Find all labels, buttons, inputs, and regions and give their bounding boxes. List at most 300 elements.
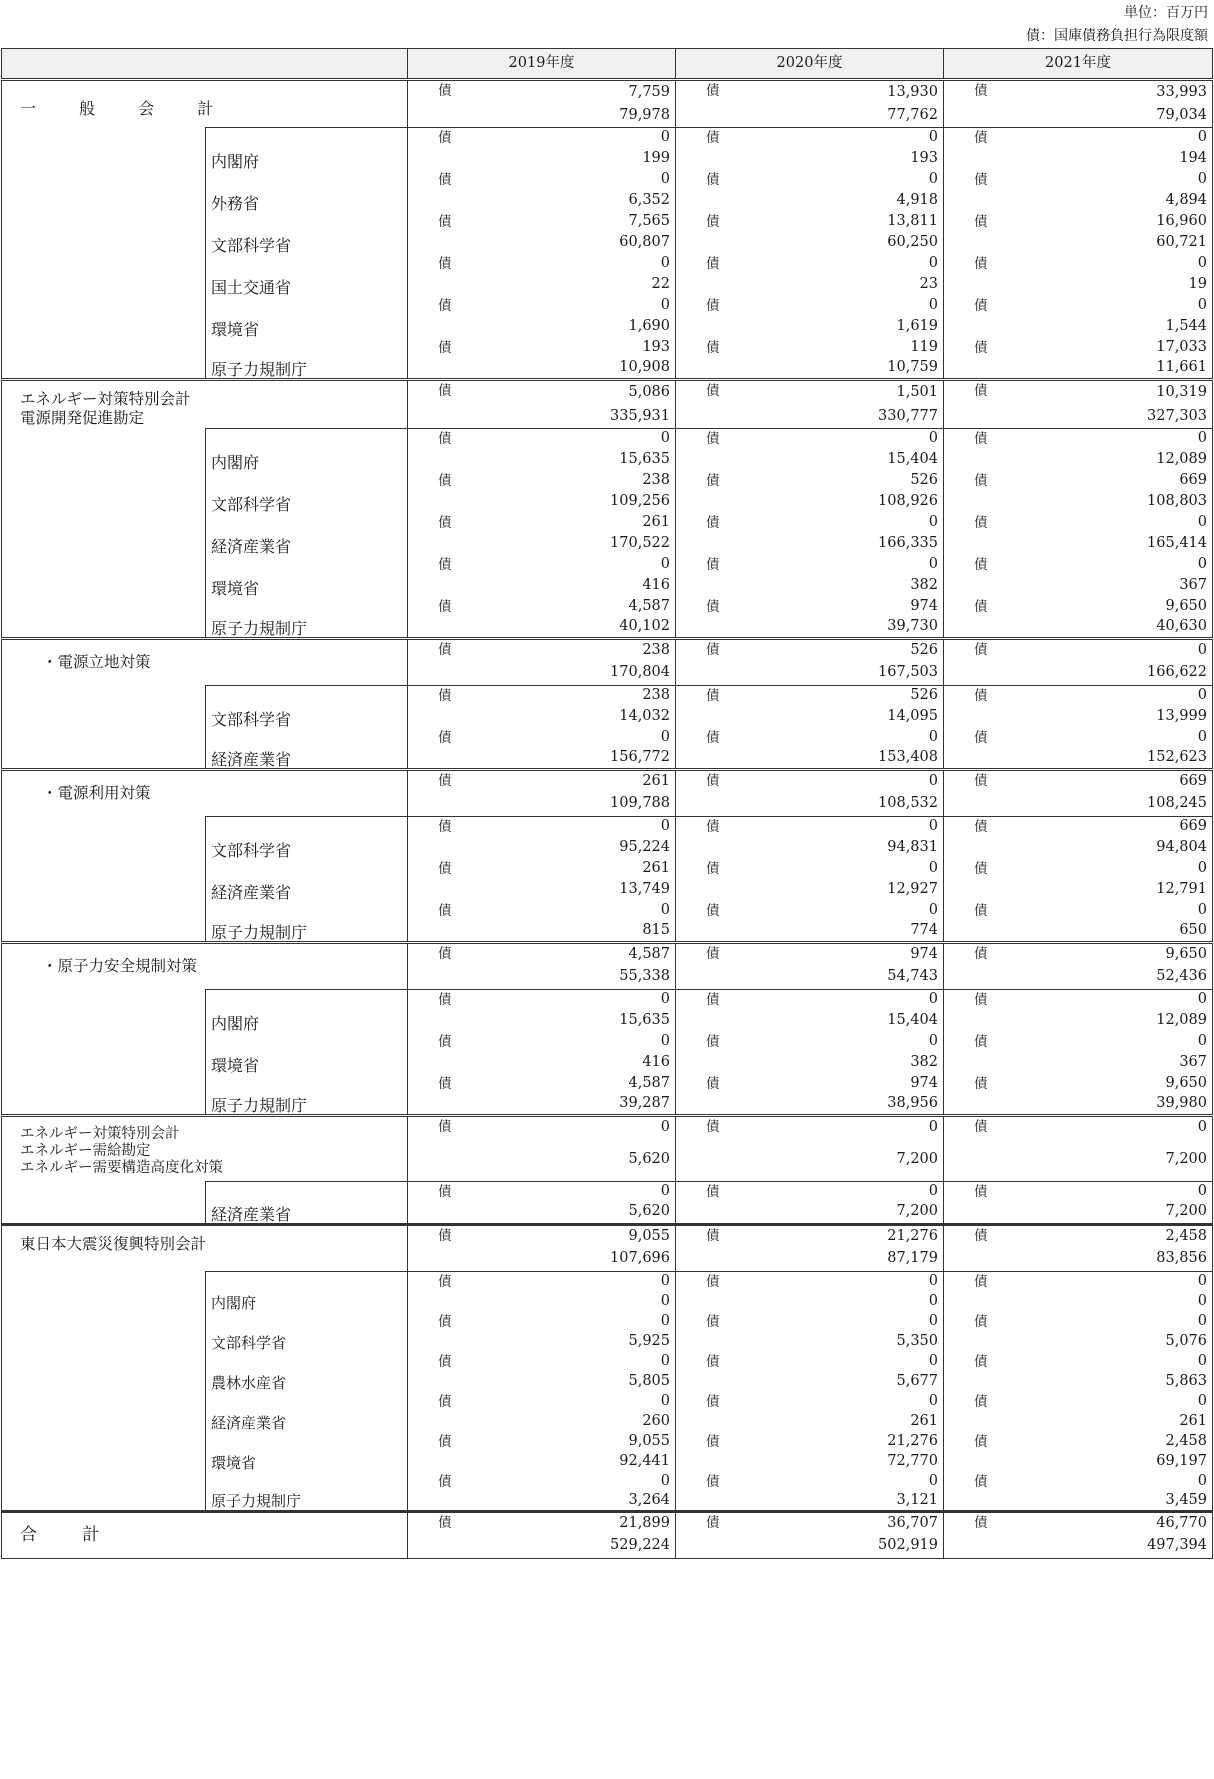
section-amount-value: 83,856 xyxy=(988,1247,1213,1272)
bond-mark: 債 xyxy=(944,1512,988,1534)
bond-mark: 債 xyxy=(408,1225,452,1247)
ministry-amount-value: 12,089 xyxy=(988,1009,1213,1032)
blank-cell xyxy=(676,1009,720,1032)
ministry-amount-value: 12,089 xyxy=(988,449,1213,471)
ministry-amount-value: 5,620 xyxy=(452,1201,676,1225)
ministry-amount-value: 40,630 xyxy=(988,617,1213,639)
ministry-bond-value: 0 xyxy=(988,128,1213,148)
blank-cell xyxy=(944,1201,988,1225)
ministry-amount-value: 11,661 xyxy=(988,358,1213,380)
section-bond-value: 21,276 xyxy=(720,1225,944,1247)
ministry-amount-value: 367 xyxy=(988,1051,1213,1074)
bond-mark: 債 xyxy=(408,1392,452,1411)
bond-mark: 債 xyxy=(944,728,988,747)
ministry-bond-value: 0 xyxy=(452,728,676,747)
bond-mark: 債 xyxy=(944,901,988,920)
section-amount-value: 167,503 xyxy=(720,661,944,686)
section-total-bond-row xyxy=(2,380,1213,405)
ministry-bond-value: 0 xyxy=(452,170,676,190)
ministry-bond-value: 0 xyxy=(452,1392,676,1411)
bond-mark: 債 xyxy=(944,1352,988,1371)
ministry-amount-value: 3,459 xyxy=(988,1491,1213,1512)
ministry-bond-value: 0 xyxy=(452,128,676,148)
bond-mark: 債 xyxy=(408,686,452,705)
bond-mark: 債 xyxy=(944,338,988,358)
blank-cell xyxy=(408,1371,452,1392)
ministry-amount-value: 23 xyxy=(720,274,944,296)
bond-mark: 債 xyxy=(676,770,720,792)
ministry-bond-value: 0 xyxy=(720,817,944,836)
table-body xyxy=(2,80,1213,1559)
ministry-bond-value: 0 xyxy=(720,128,944,148)
ministry-bond-value: 0 xyxy=(452,901,676,920)
blank-cell xyxy=(676,274,720,296)
ministry-amount-value: 152,623 xyxy=(988,747,1213,770)
section-total-bond-row xyxy=(2,639,1213,661)
ministry-amount-value: 166,335 xyxy=(720,533,944,555)
ministry-amount-value: 12,791 xyxy=(988,878,1213,901)
ministry-bond-value: 974 xyxy=(720,597,944,617)
ministry-bond-value: 0 xyxy=(720,1272,944,1291)
ministry-bond-value: 13,811 xyxy=(720,212,944,232)
blank-cell xyxy=(944,920,988,943)
ministry-name: 内閣府 xyxy=(206,128,408,170)
blank-cell xyxy=(944,617,988,639)
header-fy2021: 2021年度 xyxy=(944,49,1213,80)
bond-mark: 債 xyxy=(676,1472,720,1491)
blank-cell xyxy=(944,449,988,471)
blank-cell xyxy=(408,792,452,817)
ministry-name: 経済産業省 xyxy=(206,728,408,770)
section-bond-value: 2,458 xyxy=(988,1225,1213,1247)
bond-mark: 債 xyxy=(408,901,452,920)
bond-mark: 債 xyxy=(944,429,988,449)
blank-cell xyxy=(944,358,988,380)
ministry-bond-value: 0 xyxy=(720,254,944,274)
ministry-bond-value: 0 xyxy=(720,170,944,190)
ministry-amount-value: 7,200 xyxy=(988,1201,1213,1225)
blank-cell xyxy=(676,836,720,859)
blank-cell xyxy=(676,1093,720,1116)
ministry-name: 文部科学省 xyxy=(206,1312,408,1352)
blank-cell xyxy=(408,1093,452,1116)
ministry-bond-value: 0 xyxy=(720,990,944,1009)
ministry-name: 内閣府 xyxy=(206,1272,408,1312)
section-bond-value: 0 xyxy=(988,1116,1213,1138)
ministry-amount-value: 39,980 xyxy=(988,1093,1213,1116)
ministry-bond-value: 0 xyxy=(452,1352,676,1371)
bond-mark: 債 xyxy=(408,639,452,661)
ministry-amount-value: 0 xyxy=(720,1291,944,1312)
blank-cell xyxy=(408,1331,452,1352)
bond-mark: 債 xyxy=(944,1116,988,1138)
ministry-amount-value: 5,925 xyxy=(452,1331,676,1352)
ministry-amount-value: 382 xyxy=(720,575,944,597)
bond-mark: 債 xyxy=(944,1272,988,1291)
grand-total-amount-value: 497,394 xyxy=(988,1534,1213,1559)
ministry-name: 原子力規制庁 xyxy=(206,901,408,943)
ministry-bond-value: 526 xyxy=(720,686,944,705)
bond-mark: 債 xyxy=(408,1512,452,1534)
unit-label: 単位：百万円 xyxy=(1124,5,1208,21)
bond-mark: 債 xyxy=(676,296,720,316)
header-row xyxy=(2,49,1213,80)
ministry-bond-value: 0 xyxy=(988,1032,1213,1051)
section-amount-value: 335,931 xyxy=(452,404,676,429)
bond-mark: 債 xyxy=(408,770,452,792)
section-amount-value: 170,804 xyxy=(452,661,676,686)
ministry-bond-value: 0 xyxy=(452,1182,676,1201)
bond-mark: 債 xyxy=(944,380,988,405)
ministry-bond-row xyxy=(2,429,1213,449)
blank-cell xyxy=(944,705,988,728)
bond-mark: 債 xyxy=(408,338,452,358)
ministry-amount-value: 15,635 xyxy=(452,1009,676,1032)
ministry-amount-value: 38,956 xyxy=(720,1093,944,1116)
blank-cell xyxy=(408,316,452,338)
blank-cell xyxy=(676,316,720,338)
section-bond-value: 7,759 xyxy=(452,80,676,104)
ministry-amount-value: 14,032 xyxy=(452,705,676,728)
bond-mark: 債 xyxy=(408,254,452,274)
ministry-bond-value: 0 xyxy=(720,1392,944,1411)
bond-mark: 債 xyxy=(408,943,452,965)
blank-cell xyxy=(676,1534,720,1559)
section-amount-value: 109,788 xyxy=(452,792,676,817)
section-bond-value: 9,055 xyxy=(452,1225,676,1247)
blank-cell xyxy=(408,190,452,212)
ministry-bond-value: 7,565 xyxy=(452,212,676,232)
ministry-amount-value: 95,224 xyxy=(452,836,676,859)
blank-cell xyxy=(944,232,988,254)
blank-cell xyxy=(408,1009,452,1032)
blank-cell xyxy=(676,1451,720,1472)
ministry-bond-row xyxy=(2,1272,1213,1291)
ministry-amount-value: 3,121 xyxy=(720,1491,944,1512)
blank-cell xyxy=(676,190,720,212)
ministry-amount-value: 40,102 xyxy=(452,617,676,639)
bond-mark: 債 xyxy=(944,513,988,533)
ministry-amount-value: 60,807 xyxy=(452,232,676,254)
section-title: ・電源利用対策 xyxy=(2,770,408,817)
blank-cell xyxy=(676,491,720,513)
blank-cell xyxy=(944,190,988,212)
section-amount-value: 108,532 xyxy=(720,792,944,817)
bond-mark: 債 xyxy=(408,128,452,148)
ministry-bond-value: 0 xyxy=(988,1472,1213,1491)
ministry-amount-value: 650 xyxy=(988,920,1213,943)
bond-mark: 債 xyxy=(408,1032,452,1051)
ministry-name: 環境省 xyxy=(206,1032,408,1074)
ministry-name: 外務省 xyxy=(206,170,408,212)
bond-mark: 債 xyxy=(676,1032,720,1051)
blank-cell xyxy=(676,661,720,686)
ministry-bond-value: 0 xyxy=(720,1472,944,1491)
bond-mark: 債 xyxy=(408,1432,452,1451)
bond-mark: 債 xyxy=(676,639,720,661)
bond-mark: 債 xyxy=(676,128,720,148)
section-amount-value: 108,245 xyxy=(988,792,1213,817)
bond-mark: 債 xyxy=(408,597,452,617)
section-total-bond-row xyxy=(2,770,1213,792)
ministry-bond-value: 0 xyxy=(452,254,676,274)
bond-mark: 債 xyxy=(676,555,720,575)
blank-cell xyxy=(944,1291,988,1312)
ministry-bond-value: 238 xyxy=(452,471,676,491)
ministry-bond-value: 0 xyxy=(988,1312,1213,1331)
bond-mark: 債 xyxy=(676,513,720,533)
ministry-amount-value: 261 xyxy=(720,1411,944,1432)
ministry-amount-value: 5,350 xyxy=(720,1331,944,1352)
ministry-name: 内閣府 xyxy=(206,990,408,1032)
section-bond-value: 10,319 xyxy=(988,380,1213,405)
blank-cell xyxy=(676,1201,720,1225)
ministry-bond-value: 0 xyxy=(452,817,676,836)
bond-mark: 債 xyxy=(676,817,720,836)
bond-mark: 債 xyxy=(676,1182,720,1201)
ministry-amount-value: 261 xyxy=(988,1411,1213,1432)
ministry-bond-value: 0 xyxy=(988,1272,1213,1291)
section-total-bond-row xyxy=(2,943,1213,965)
grand-total-amount-value: 502,919 xyxy=(720,1534,944,1559)
bond-mark: 債 xyxy=(944,1392,988,1411)
blank-cell xyxy=(408,965,452,990)
bond-mark: 債 xyxy=(676,901,720,920)
blank-cell xyxy=(408,661,452,686)
ministry-name: 環境省 xyxy=(206,1432,408,1472)
blank-cell xyxy=(408,1411,452,1432)
ministry-amount-value: 15,404 xyxy=(720,1009,944,1032)
blank-cell xyxy=(944,1451,988,1472)
bond-mark: 債 xyxy=(944,817,988,836)
ministry-bond-value: 4,587 xyxy=(452,1074,676,1093)
bond-mark: 債 xyxy=(944,597,988,617)
bond-mark: 債 xyxy=(944,859,988,878)
section-amount-value: 5,620 xyxy=(452,1138,676,1182)
blank-cell xyxy=(676,1411,720,1432)
blank-cell xyxy=(408,449,452,471)
ministry-amount-value: 382 xyxy=(720,1051,944,1074)
section-bond-value: 1,501 xyxy=(720,380,944,405)
blank-cell xyxy=(408,491,452,513)
bond-mark: 債 xyxy=(408,513,452,533)
ministry-amount-value: 60,721 xyxy=(988,232,1213,254)
ministry-bond-value: 0 xyxy=(452,1312,676,1331)
bond-mark: 債 xyxy=(408,1312,452,1331)
blank-cell xyxy=(408,148,452,170)
ministry-amount-value: 3,264 xyxy=(452,1491,676,1512)
ministry-amount-value: 1,544 xyxy=(988,316,1213,338)
ministry-bond-value: 0 xyxy=(988,555,1213,575)
header-blank xyxy=(2,49,408,80)
blank-cell xyxy=(944,316,988,338)
blank-cell xyxy=(408,1201,452,1225)
blank-cell xyxy=(944,1138,988,1182)
blank-cell xyxy=(676,104,720,128)
ministry-name: 文部科学省 xyxy=(206,471,408,513)
section-bond-value: 33,993 xyxy=(988,80,1213,104)
ministry-amount-value: 94,804 xyxy=(988,836,1213,859)
blank-cell xyxy=(944,1093,988,1116)
ministry-amount-value: 1,619 xyxy=(720,316,944,338)
header-fy2019: 2019年度 xyxy=(408,49,676,80)
blank-cell xyxy=(408,104,452,128)
ministry-bond-value: 9,055 xyxy=(452,1432,676,1451)
bond-mark: 債 xyxy=(408,1272,452,1291)
ministry-amount-value: 92,441 xyxy=(452,1451,676,1472)
ministry-name: 環境省 xyxy=(206,296,408,338)
ministry-indent xyxy=(2,686,206,770)
bond-mark: 債 xyxy=(676,254,720,274)
bond-mark: 債 xyxy=(944,1032,988,1051)
bond-mark: 債 xyxy=(676,429,720,449)
section-bond-value: 0 xyxy=(720,770,944,792)
ministry-bond-value: 0 xyxy=(988,254,1213,274)
section-bond-value: 974 xyxy=(720,943,944,965)
blank-cell xyxy=(676,404,720,429)
blank-cell xyxy=(676,1331,720,1352)
blank-cell xyxy=(676,617,720,639)
ministry-amount-value: 774 xyxy=(720,920,944,943)
ministry-amount-value: 7,200 xyxy=(720,1201,944,1225)
bond-mark: 債 xyxy=(408,817,452,836)
bond-mark: 債 xyxy=(676,1512,720,1534)
bond-mark: 債 xyxy=(944,1225,988,1247)
blank-cell xyxy=(676,449,720,471)
ministry-bond-value: 0 xyxy=(988,901,1213,920)
blank-cell xyxy=(944,1051,988,1074)
ministry-amount-value: 19 xyxy=(988,274,1213,296)
ministry-bond-value: 0 xyxy=(720,1182,944,1201)
ministry-bond-value: 0 xyxy=(720,901,944,920)
ministry-bond-value: 0 xyxy=(720,1032,944,1051)
section-bond-value: 0 xyxy=(452,1116,676,1138)
bond-mark: 債 xyxy=(676,1116,720,1138)
ministry-amount-value: 10,908 xyxy=(452,358,676,380)
ministry-bond-value: 0 xyxy=(720,859,944,878)
ministry-bond-value: 0 xyxy=(720,728,944,747)
bond-mark: 債 xyxy=(676,686,720,705)
ministry-name: 農林水産省 xyxy=(206,1352,408,1392)
blank-cell xyxy=(408,617,452,639)
section-amount-value: 166,622 xyxy=(988,661,1213,686)
ministry-bond-value: 0 xyxy=(988,296,1213,316)
blank-cell xyxy=(676,358,720,380)
ministry-bond-value: 21,276 xyxy=(720,1432,944,1451)
blank-cell xyxy=(676,148,720,170)
bond-mark: 債 xyxy=(676,80,720,104)
blank-cell xyxy=(944,1247,988,1272)
ministry-bond-value: 526 xyxy=(720,471,944,491)
section-amount-value: 87,179 xyxy=(720,1247,944,1272)
ministry-bond-value: 0 xyxy=(988,990,1213,1009)
ministry-bond-row xyxy=(2,128,1213,148)
bond-mark: 債 xyxy=(676,1074,720,1093)
ministry-amount-value: 109,256 xyxy=(452,491,676,513)
blank-cell xyxy=(408,533,452,555)
ministry-bond-value: 9,650 xyxy=(988,597,1213,617)
section-amount-value: 55,338 xyxy=(452,965,676,990)
bond-mark: 債 xyxy=(676,170,720,190)
blank-cell xyxy=(944,1371,988,1392)
bond-mark: 債 xyxy=(408,1074,452,1093)
blank-cell xyxy=(676,1371,720,1392)
ministry-amount-value: 72,770 xyxy=(720,1451,944,1472)
ministry-bond-value: 0 xyxy=(720,555,944,575)
blank-cell xyxy=(676,232,720,254)
ministry-amount-value: 14,095 xyxy=(720,705,944,728)
ministry-amount-value: 60,250 xyxy=(720,232,944,254)
blank-cell xyxy=(408,920,452,943)
ministry-bond-value: 119 xyxy=(720,338,944,358)
ministry-indent xyxy=(2,429,206,639)
ministry-bond-value: 0 xyxy=(988,1182,1213,1201)
grand-total-bond-row xyxy=(2,1512,1213,1534)
blank-cell xyxy=(408,878,452,901)
blank-cell xyxy=(408,404,452,429)
bond-mark: 債 xyxy=(944,770,988,792)
ministry-amount-value: 4,918 xyxy=(720,190,944,212)
ministry-bond-value: 0 xyxy=(452,990,676,1009)
section-total-bond-row xyxy=(2,1116,1213,1138)
bond-mark: 債 xyxy=(408,170,452,190)
blank-cell xyxy=(408,1491,452,1512)
ministry-amount-value: 199 xyxy=(452,148,676,170)
blank-cell xyxy=(676,1491,720,1512)
blank-cell xyxy=(944,1009,988,1032)
blank-cell xyxy=(676,1247,720,1272)
section-bond-value: 0 xyxy=(988,639,1213,661)
bond-mark: 債 xyxy=(944,686,988,705)
ministry-bond-value: 0 xyxy=(452,1032,676,1051)
ministry-bond-row xyxy=(2,990,1213,1009)
ministry-bond-value: 261 xyxy=(452,859,676,878)
ministry-bond-value: 0 xyxy=(988,429,1213,449)
blank-cell xyxy=(676,1051,720,1074)
blank-cell xyxy=(944,104,988,128)
section-bond-value: 669 xyxy=(988,770,1213,792)
ministry-amount-value: 260 xyxy=(452,1411,676,1432)
ministry-bond-value: 669 xyxy=(988,817,1213,836)
ministry-bond-value: 0 xyxy=(988,859,1213,878)
ministry-bond-value: 0 xyxy=(720,429,944,449)
grand-total-bond-value: 46,770 xyxy=(988,1512,1213,1534)
ministry-amount-value: 416 xyxy=(452,1051,676,1074)
bond-mark: 債 xyxy=(676,943,720,965)
section-amount-value: 107,696 xyxy=(452,1247,676,1272)
bond-mark: 債 xyxy=(408,1352,452,1371)
ministry-amount-value: 108,803 xyxy=(988,491,1213,513)
section-amount-value: 52,436 xyxy=(988,965,1213,990)
blank-cell xyxy=(944,747,988,770)
bond-mark: 債 xyxy=(408,212,452,232)
grand-total-bond-value: 36,707 xyxy=(720,1512,944,1534)
bond-mark: 債 xyxy=(944,555,988,575)
ministry-name: 経済産業省 xyxy=(206,1182,408,1225)
ministry-name: 原子力規制庁 xyxy=(206,1074,408,1116)
ministry-indent xyxy=(2,1182,206,1225)
blank-cell xyxy=(408,1451,452,1472)
blank-cell xyxy=(944,404,988,429)
blank-cell xyxy=(944,533,988,555)
bond-mark: 債 xyxy=(676,859,720,878)
section-bond-value: 9,650 xyxy=(988,943,1213,965)
ministry-bond-value: 0 xyxy=(452,1272,676,1291)
blank-cell xyxy=(676,792,720,817)
bond-mark: 債 xyxy=(676,1312,720,1331)
grand-total-title: 合 計 xyxy=(2,1512,408,1559)
ministry-amount-value: 5,863 xyxy=(988,1371,1213,1392)
